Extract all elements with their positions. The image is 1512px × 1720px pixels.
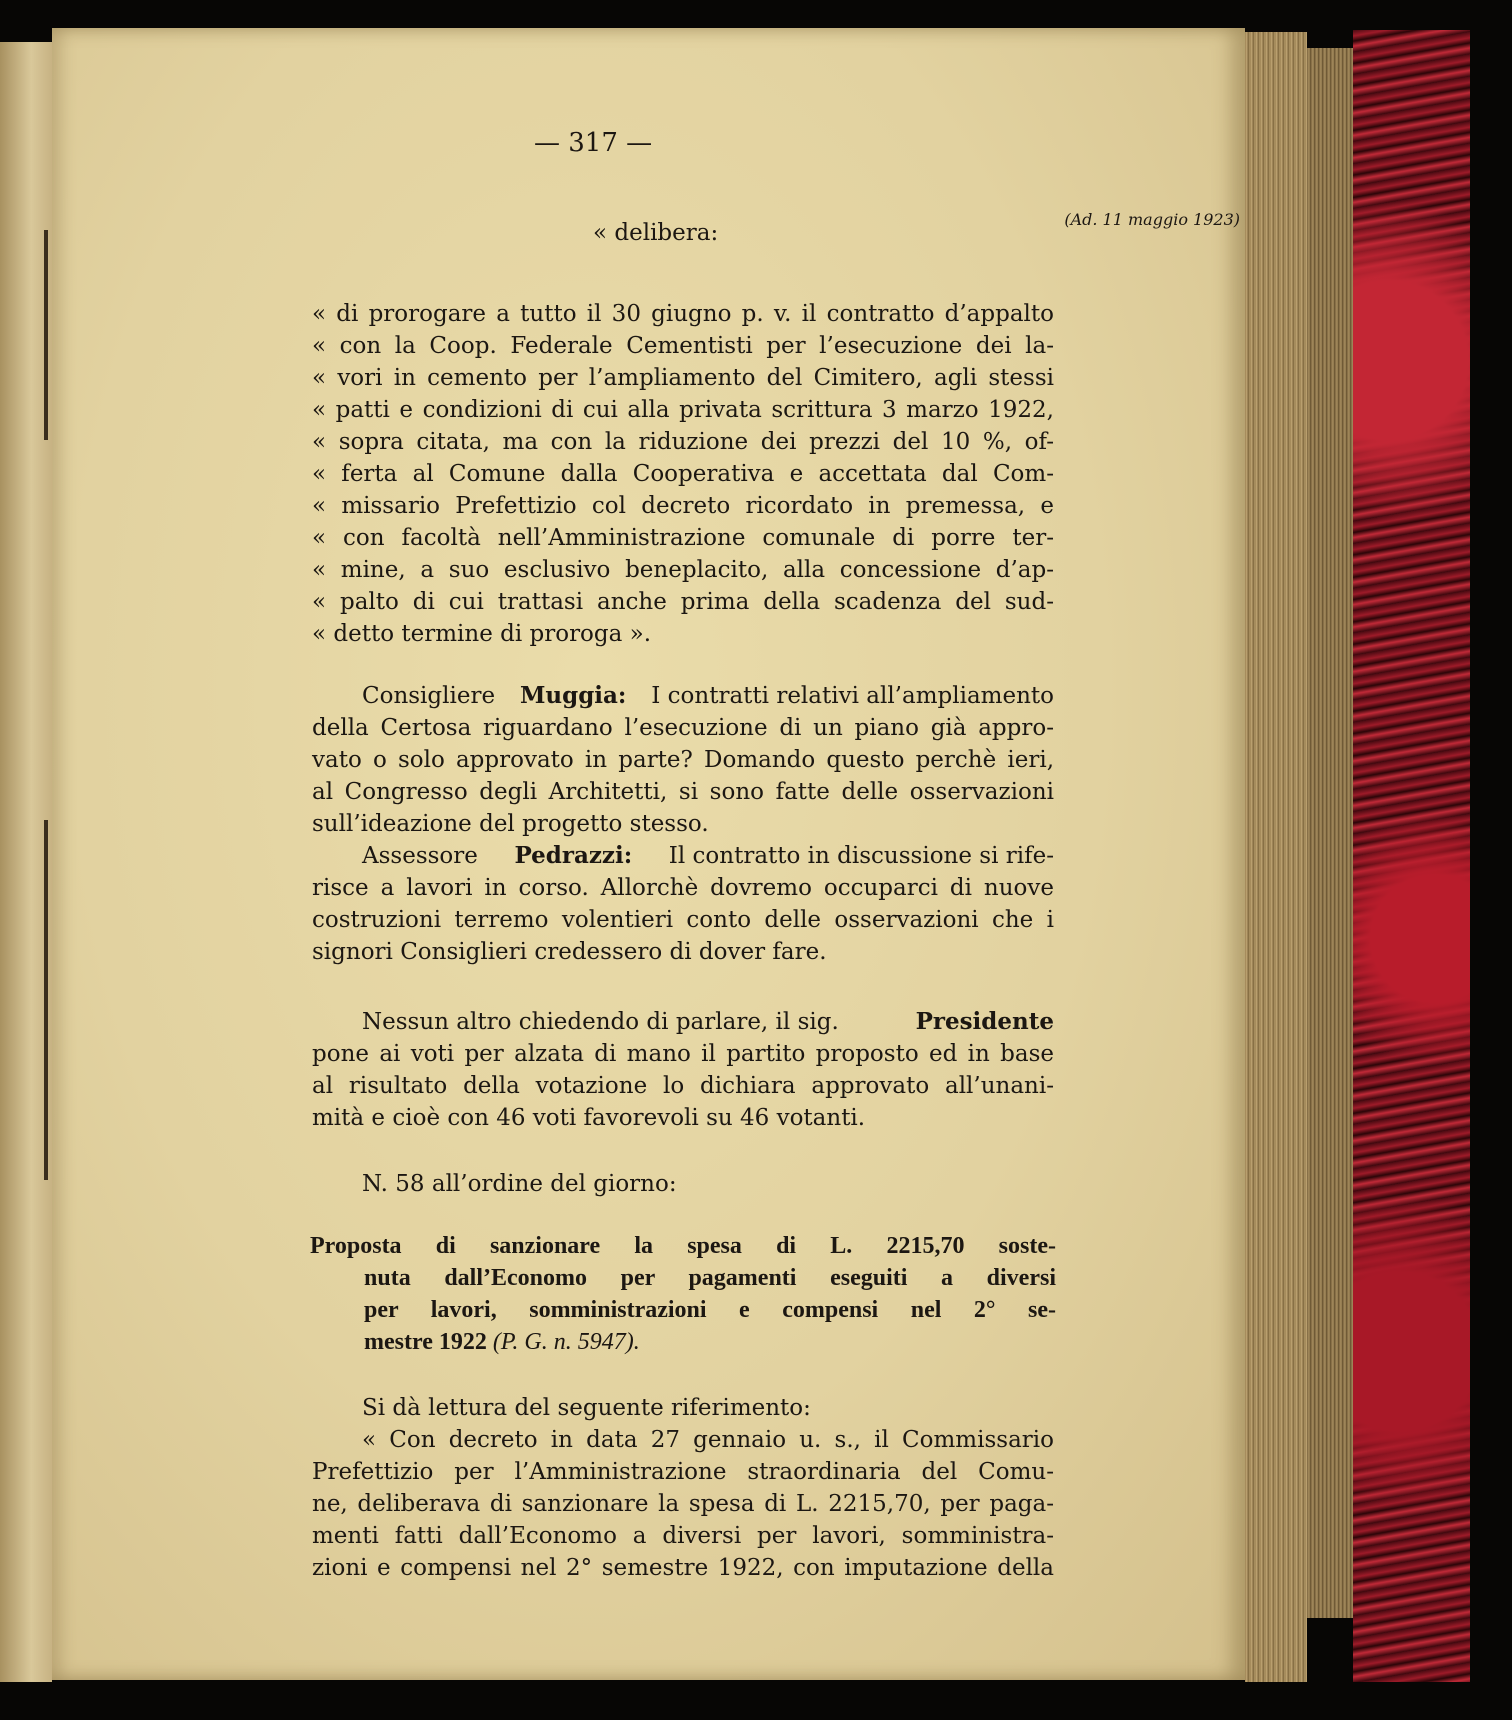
speech-line: risce a lavori in corso. Allorchè dovremo occuparci di nuove xyxy=(312,875,1054,901)
page-number: — 317 — xyxy=(534,128,653,158)
marbled-cover xyxy=(1353,30,1470,1682)
reference-line: ne, deliberava di sanzionare la spesa di L. 2215,70, per paga- xyxy=(312,1491,1054,1517)
pedrazzi-first-line xyxy=(362,840,1054,872)
proposal-heading-line: per lavori, somministrazioni e compensi nel 2° se- xyxy=(364,1297,1056,1323)
vote-line: pone ai voti per alzata di mano il partito proposto ed in base xyxy=(312,1041,1054,1067)
reference-line: zioni e compensi nel 2° semestre 1922, con imputazione della xyxy=(312,1555,1054,1581)
speech-line: della Certosa riguardano l’esecuzione di un piano già appro- xyxy=(312,715,1054,741)
quote-line: « sopra citata, ma con la riduzione dei prezzi del 10 %, of- xyxy=(312,429,1054,455)
quote-line: « palto di cui trattasi anche prima della scadenza del sud- xyxy=(312,589,1054,615)
binding-mark xyxy=(44,230,48,440)
speech-line: sull’ideazione del progetto stesso. xyxy=(312,811,709,837)
speaker-name: Muggia: xyxy=(519,682,627,709)
quote-line: « ferta al Comune dalla Cooperativa e accettata dal Com- xyxy=(312,461,1054,487)
quote-line: « vori in cemento per l’ampliamento del Cimitero, agli stessi xyxy=(312,365,1054,391)
muggia-first-line xyxy=(362,680,1054,712)
vote-line: al risultato della votazione lo dichiara approvato all’unani- xyxy=(312,1073,1054,1099)
speech-line: signori Consiglieri credessero di dover fare. xyxy=(312,939,827,965)
proposal-heading-line: nuta dall’Economo per pagamenti eseguiti a diversi xyxy=(364,1265,1056,1291)
reference-line: menti fatti dall’Economo a diversi per lavori, somministra- xyxy=(312,1523,1054,1549)
page-block-edge xyxy=(1245,32,1307,1682)
binding-mark xyxy=(44,820,48,1180)
reference-line: Prefettizio per l’Amministrazione straordinaria del Comu- xyxy=(312,1459,1054,1485)
speech-line: vato o solo approvato in parte? Domando questo perchè ieri, xyxy=(312,747,1054,773)
reference-line: « Con decreto in data 27 gennaio u. s., il Commissario xyxy=(362,1427,1054,1453)
vote-first-line xyxy=(362,1006,1054,1038)
delibera-heading: « delibera: xyxy=(593,220,719,246)
quote-line: « missario Prefettizio col decreto ricordato in premessa, e xyxy=(312,493,1054,519)
page-text xyxy=(52,28,1245,1680)
running-head: (Ad. 11 maggio 1923) xyxy=(1064,210,1240,229)
speech-text: I contratti relativi all’ampliamento xyxy=(651,683,1054,709)
quote-line: « con la Coop. Federale Cementisti per l’esecuzione dei la- xyxy=(312,333,1054,359)
quote-line: « detto termine di proroga ». xyxy=(312,621,652,647)
page-block-edge-inner xyxy=(1307,48,1353,1618)
president-name: Presidente xyxy=(915,1008,1054,1035)
reading-intro: Si dà lettura del seguente riferimento: xyxy=(362,1395,811,1421)
speaker-intro: Consigliere xyxy=(362,683,496,709)
proposal-reference: (P. G. n. 5947). xyxy=(492,1329,640,1355)
quote-line: « patti e condizioni di cui alla privata scrittura 3 marzo 1922, xyxy=(312,397,1054,423)
vote-line: mità e cioè con 46 voti favorevoli su 46 votanti. xyxy=(312,1105,866,1131)
vote-text: Nessun altro chiedendo di parlare, il sig. xyxy=(362,1009,839,1035)
speech-line: costruzioni terremo volentieri conto delle osservazioni che i xyxy=(312,907,1054,933)
quote-line: « mine, a suo esclusivo beneplacito, alla concessione d’ap- xyxy=(312,557,1054,583)
agenda-item: N. 58 all’ordine del giorno: xyxy=(362,1171,677,1197)
proposal-heading-text: mestre 1922 xyxy=(364,1329,487,1355)
book-page xyxy=(52,28,1245,1680)
speech-line: al Congresso degli Architetti, si sono fatte delle osservazioni xyxy=(312,779,1054,805)
proposal-heading-line: Proposta di sanzionare la spesa di L. 2215,70 soste- xyxy=(310,1233,1056,1259)
speaker-intro: Assessore xyxy=(362,843,478,869)
speaker-name: Pedrazzi: xyxy=(514,842,633,869)
speech-text: Il contratto in discussione si rife- xyxy=(668,843,1054,869)
quote-line: « di prorogare a tutto il 30 giugno p. v. il contratto d’appalto xyxy=(312,301,1054,327)
proposal-heading-last xyxy=(364,1326,1056,1358)
quote-line: « con facoltà nell’Amministrazione comunale di porre ter- xyxy=(312,525,1054,551)
